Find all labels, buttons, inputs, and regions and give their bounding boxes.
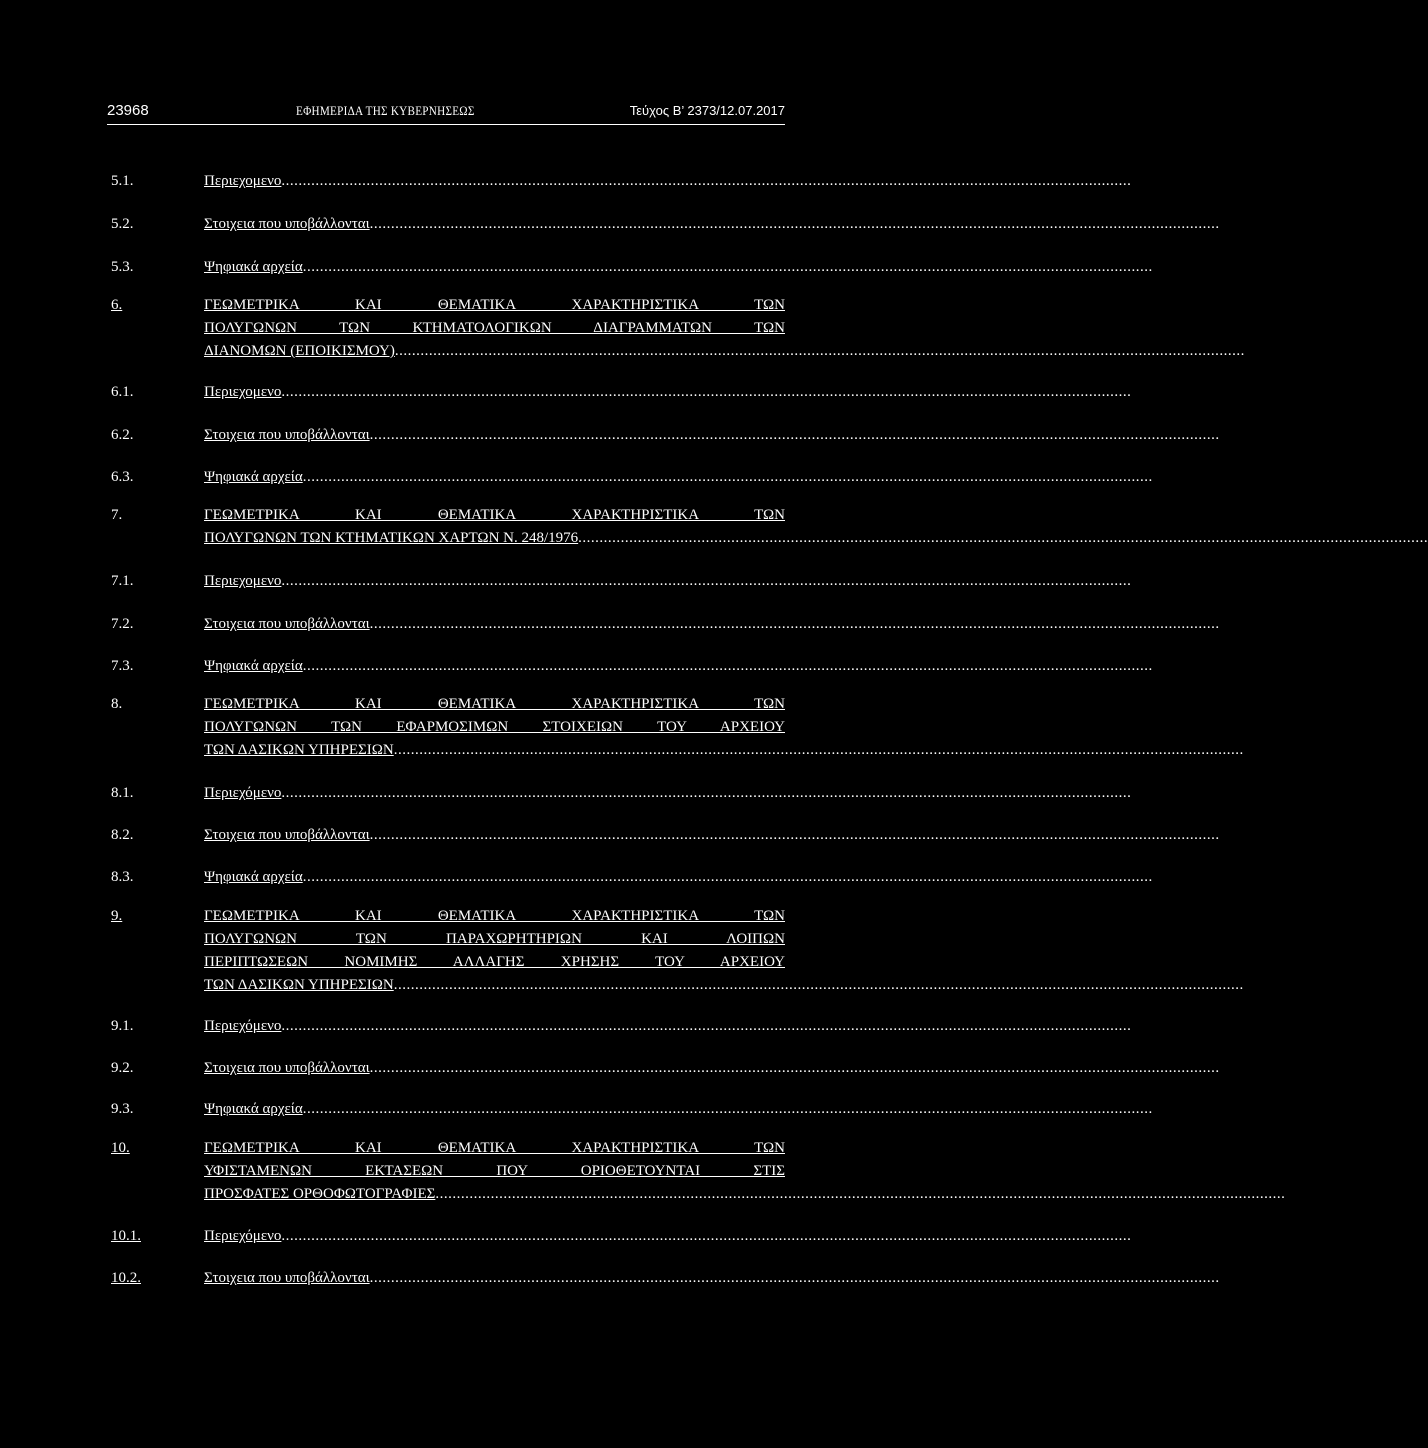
toc-entry-text: Ψηφιακά αρχεία — [204, 469, 303, 485]
toc-entry-title: ΓΕΩΜΕΤΡΙΚΑ ΚΑΙ ΘΕΜΑΤΙΚΑ ΧΑΡΑΚΤΗΡΙΣΤΙΚΑ ΤΩΝ ΠΟΛΥΓΩΝΩΝ ΤΩΝ ΚΤΗΜΑΤΟΛΟΓΙΚΩΝ ΔΙΑΓΡΑΜΜΑΤΩΝ ΤΩΝ ΔΙΑΝΟΜΩΝ (ΕΠΟΙΚΙΣΜΟΥ) ........................................................................................................................................................................................................ — [204, 294, 785, 363]
toc-entry-number: 7. — [111, 507, 123, 523]
toc-entry-text: Περιεχόμενο — [204, 1018, 282, 1034]
toc-entry-text: Περιεχομενο — [204, 573, 282, 589]
toc-entry-title: Περιεχομενο ........................................................................................................................................................................................................ — [204, 170, 785, 193]
toc-entry-text: ΠΡΟΣΦΑΤΕΣ ΟΡΘΟΦΩΤΟΓΡΑΦΙΕΣ — [204, 1186, 436, 1202]
toc-entry-number: 10.1. — [111, 1228, 141, 1244]
toc-entry-text: ΤΩΝ ΔΑΣΙΚΩΝ ΥΠΗΡΕΣΙΩΝ — [204, 742, 394, 758]
toc-entry-text: ΔΙΑΝΟΜΩΝ (ΕΠΟΙΚΙΣΜΟΥ) — [204, 343, 395, 359]
toc-entry-title: Στοιχεια που υποβάλλονται ........................................................................................................................................................................................................ — [204, 213, 785, 236]
toc-entry-text: Ψηφιακά αρχεία — [204, 869, 303, 885]
toc-entry-text: Περιεχόμενο — [204, 1228, 282, 1244]
toc-entry-number: 7.2. — [111, 616, 134, 632]
toc-entry-title: ΓΕΩΜΕΤΡΙΚΑ ΚΑΙ ΘΕΜΑΤΙΚΑ ΧΑΡΑΚΤΗΡΙΣΤΙΚΑ ΤΩΝ ΠΟΛΥΓΩΝΩΝ ΤΩΝ ΠΑΡΑΧΩΡΗΤΗΡΙΩΝ ΚΑΙ ΛΟΙΠΩΝ ΠΕΡΙΠΤΩΣΕΩΝ ΝΟΜΙΜΗΣ ΑΛΛΑΓΗΣ ΧΡΗΣΗΣ ΤΟΥ ΑΡΧΕΙΟΥ ΤΩΝ ΔΑΣΙΚΩΝ ΥΠΗΡΕΣΙΩΝ ........................................................................................................................................................................................................ — [204, 905, 785, 997]
toc-entry-title: Ψηφιακά αρχεία ........................................................................................................................................................................................................ — [204, 256, 785, 279]
toc-entry-title: Ψηφιακά αρχεία ........................................................................................................................................................................................................ — [204, 866, 785, 889]
toc-entry-text: ΠΟΛΥΓΩΝΩΝ ΤΩΝ ΚΤΗΜΑΤΟΛΟΓΙΚΩΝ ΔΙΑΓΡΑΜΜΑΤΩΝ ΤΩΝ — [204, 320, 785, 336]
toc-entry-number: 8.2. — [111, 827, 134, 843]
toc-entry-text: ΥΦΙΣΤΑΜΕΝΩΝ ΕΚΤΑΣΕΩΝ ΠΟΥ ΟΡΙΟΘΕΤΟΥΝΤΑΙ ΣΤΙΣ — [204, 1163, 785, 1179]
page-number: 23968 — [107, 102, 149, 119]
toc-entry-number: 6. — [111, 297, 123, 313]
toc-entry-title: Περιεχομενο ........................................................................................................................................................................................................ — [204, 381, 785, 404]
toc-entry-number: 8.1. — [111, 785, 134, 801]
toc-entry-text: ΠΕΡΙΠΤΩΣΕΩΝ ΝΟΜΙΜΗΣ ΑΛΛΑΓΗΣ ΧΡΗΣΗΣ ΤΟΥ ΑΡΧΕΙΟΥ — [204, 954, 785, 970]
toc-entry-text: Στοιχεια που υποβάλλονται — [204, 216, 370, 232]
toc-entry-title: ΓΕΩΜΕΤΡΙΚΑ ΚΑΙ ΘΕΜΑΤΙΚΑ ΧΑΡΑΚΤΗΡΙΣΤΙΚΑ ΤΩΝ ΠΟΛΥΓΩΝΩΝ ΤΩΝ ΕΦΑΡΜΟΣΙΜΩΝ ΣΤΟΙΧΕΙΩΝ ΤΟΥ ΑΡΧΕΙΟΥ ΤΩΝ ΔΑΣΙΚΩΝ ΥΠΗΡΕΣΙΩΝ ........................................................................................................................................................................................................ — [204, 693, 785, 762]
toc-entry-title: Στοιχεια που υποβάλλονται ........................................................................................................................................................................................................ — [204, 1057, 785, 1080]
toc-entry-text: ΤΩΝ ΔΑΣΙΚΩΝ ΥΠΗΡΕΣΙΩΝ — [204, 977, 394, 993]
toc-entry-text: ΠΟΛΥΓΩΝΩΝ ΤΩΝ ΕΦΑΡΜΟΣΙΜΩΝ ΣΤΟΙΧΕΙΩΝ ΤΟΥ ΑΡΧΕΙΟΥ — [204, 719, 785, 735]
toc-entry-number: 10.2. — [111, 1270, 141, 1286]
toc-entry-number: 5.1. — [111, 173, 134, 189]
toc-entry-text: ΓΕΩΜΕΤΡΙΚΑ ΚΑΙ ΘΕΜΑΤΙΚΑ ΧΑΡΑΚΤΗΡΙΣΤΙΚΑ ΤΩΝ — [204, 1140, 785, 1156]
publication-title: ΕΦΗΜΕΡΙΔΑ ΤΗΣ ΚΥΒΕΡΝΗΣΕΩΣ — [296, 103, 475, 118]
toc-entry-text: Στοιχεια που υποβάλλονται — [204, 616, 370, 632]
toc-entry-text: Ψηφιακά αρχεία — [204, 259, 303, 275]
toc-entry-text: Περιεχόμενο — [204, 785, 282, 801]
toc-entry-number: 5.2. — [111, 216, 134, 232]
toc-entry-text: ΓΕΩΜΕΤΡΙΚΑ ΚΑΙ ΘΕΜΑΤΙΚΑ ΧΑΡΑΚΤΗΡΙΣΤΙΚΑ ΤΩΝ — [204, 696, 785, 712]
toc-entry-text: Περιεχομενο — [204, 173, 282, 189]
toc-entry-title: ΓΕΩΜΕΤΡΙΚΑ ΚΑΙ ΘΕΜΑΤΙΚΑ ΧΑΡΑΚΤΗΡΙΣΤΙΚΑ ΤΩΝ ΠΟΛΥΓΩΝΩΝ ΤΩΝ ΚΤΗΜΑΤΙΚΩΝ ΧΑΡΤΩΝ Ν. 248/1976 ........................................................................................................................................................................................................ — [204, 504, 785, 550]
toc-entry-number: 8.3. — [111, 869, 134, 885]
toc-entry-title: ΓΕΩΜΕΤΡΙΚΑ ΚΑΙ ΘΕΜΑΤΙΚΑ ΧΑΡΑΚΤΗΡΙΣΤΙΚΑ ΤΩΝ ΥΦΙΣΤΑΜΕΝΩΝ ΕΚΤΑΣΕΩΝ ΠΟΥ ΟΡΙΟΘΕΤΟΥΝΤΑΙ ΣΤΙΣ ΠΡΟΣΦΑΤΕΣ ΟΡΘΟΦΩΤΟΓΡΑΦΙΕΣ ........................................................................................................................................................................................................ — [204, 1137, 785, 1206]
toc-entry-number: 9.2. — [111, 1060, 134, 1076]
toc-entry-number: 10. — [111, 1140, 130, 1156]
toc-entry-title: Στοιχεια που υποβάλλονται ........................................................................................................................................................................................................ — [204, 424, 785, 447]
toc-entry-title: Ψηφιακά αρχεία ........................................................................................................................................................................................................ — [204, 1098, 785, 1121]
toc-entry-text: Ψηφιακά αρχεία — [204, 658, 303, 674]
toc-entry-text: Στοιχεια που υποβάλλονται — [204, 1270, 370, 1286]
toc-entry-text: Στοιχεια που υποβάλλονται — [204, 827, 370, 843]
toc-entry-number: 6.1. — [111, 384, 134, 400]
toc-entry-number: 9.1. — [111, 1018, 134, 1034]
toc-entry-title: Στοιχεια που υποβάλλονται ........................................................................................................................................................................................................ — [204, 1267, 785, 1290]
toc-entry-title: Ψηφιακά αρχεία ........................................................................................................................................................................................................ — [204, 655, 785, 678]
toc-entry-title: Περιεχόμενο ........................................................................................................................................................................................................ — [204, 1015, 785, 1038]
toc-entry-text: ΓΕΩΜΕΤΡΙΚΑ ΚΑΙ ΘΕΜΑΤΙΚΑ ΧΑΡΑΚΤΗΡΙΣΤΙΚΑ ΤΩΝ — [204, 297, 785, 313]
toc-entry-title: Στοιχεια που υποβάλλονται ........................................................................................................................................................................................................ — [204, 824, 785, 847]
toc-entry-text: ΓΕΩΜΕΤΡΙΚΑ ΚΑΙ ΘΕΜΑΤΙΚΑ ΧΑΡΑΚΤΗΡΙΣΤΙΚΑ ΤΩΝ — [204, 507, 785, 523]
toc-entry-title: Περιεχόμενο ........................................................................................................................................................................................................ — [204, 1225, 785, 1248]
toc-entry-number: 9. — [111, 908, 123, 924]
toc-entry-text: Ψηφιακά αρχεία — [204, 1101, 303, 1117]
toc-entry-number: 9.3. — [111, 1101, 134, 1117]
toc-entry-number: 5.3. — [111, 259, 134, 275]
toc-entry-number: 7.1. — [111, 573, 134, 589]
toc-entry-number: 8. — [111, 696, 123, 712]
toc-entry-number: 6.2. — [111, 427, 134, 443]
toc-entry-title: Περιεχομενο ........................................................................................................................................................................................................ — [204, 570, 785, 593]
issue-info: Τεύχος Β’ 2373/12.07.2017 — [629, 103, 785, 118]
toc-entry-number: 6.3. — [111, 469, 134, 485]
toc-entry-text: ΠΟΛΥΓΩΝΩΝ ΤΩΝ ΠΑΡΑΧΩΡΗΤΗΡΙΩΝ ΚΑΙ ΛΟΙΠΩΝ — [204, 931, 785, 947]
toc-entry-text: ΠΟΛΥΓΩΝΩΝ ΤΩΝ ΚΤΗΜΑΤΙΚΩΝ ΧΑΡΤΩΝ Ν. 248/1976 — [204, 530, 579, 546]
toc-entry-text: Στοιχεια που υποβάλλονται — [204, 1060, 370, 1076]
toc-entry-title: Στοιχεια που υποβάλλονται ........................................................................................................................................................................................................ — [204, 613, 785, 636]
toc-entry-number: 7.3. — [111, 658, 134, 674]
toc-entry-text: ΓΕΩΜΕΤΡΙΚΑ ΚΑΙ ΘΕΜΑΤΙΚΑ ΧΑΡΑΚΤΗΡΙΣΤΙΚΑ ΤΩΝ — [204, 908, 785, 924]
toc-entry-text: Στοιχεια που υποβάλλονται — [204, 427, 370, 443]
toc-entry-title: Ψηφιακά αρχεία ........................................................................................................................................................................................................ — [204, 466, 785, 489]
toc-entry-text: Περιεχομενο — [204, 384, 282, 400]
toc-entry-title: Περιεχόμενο ........................................................................................................................................................................................................ — [204, 782, 785, 805]
